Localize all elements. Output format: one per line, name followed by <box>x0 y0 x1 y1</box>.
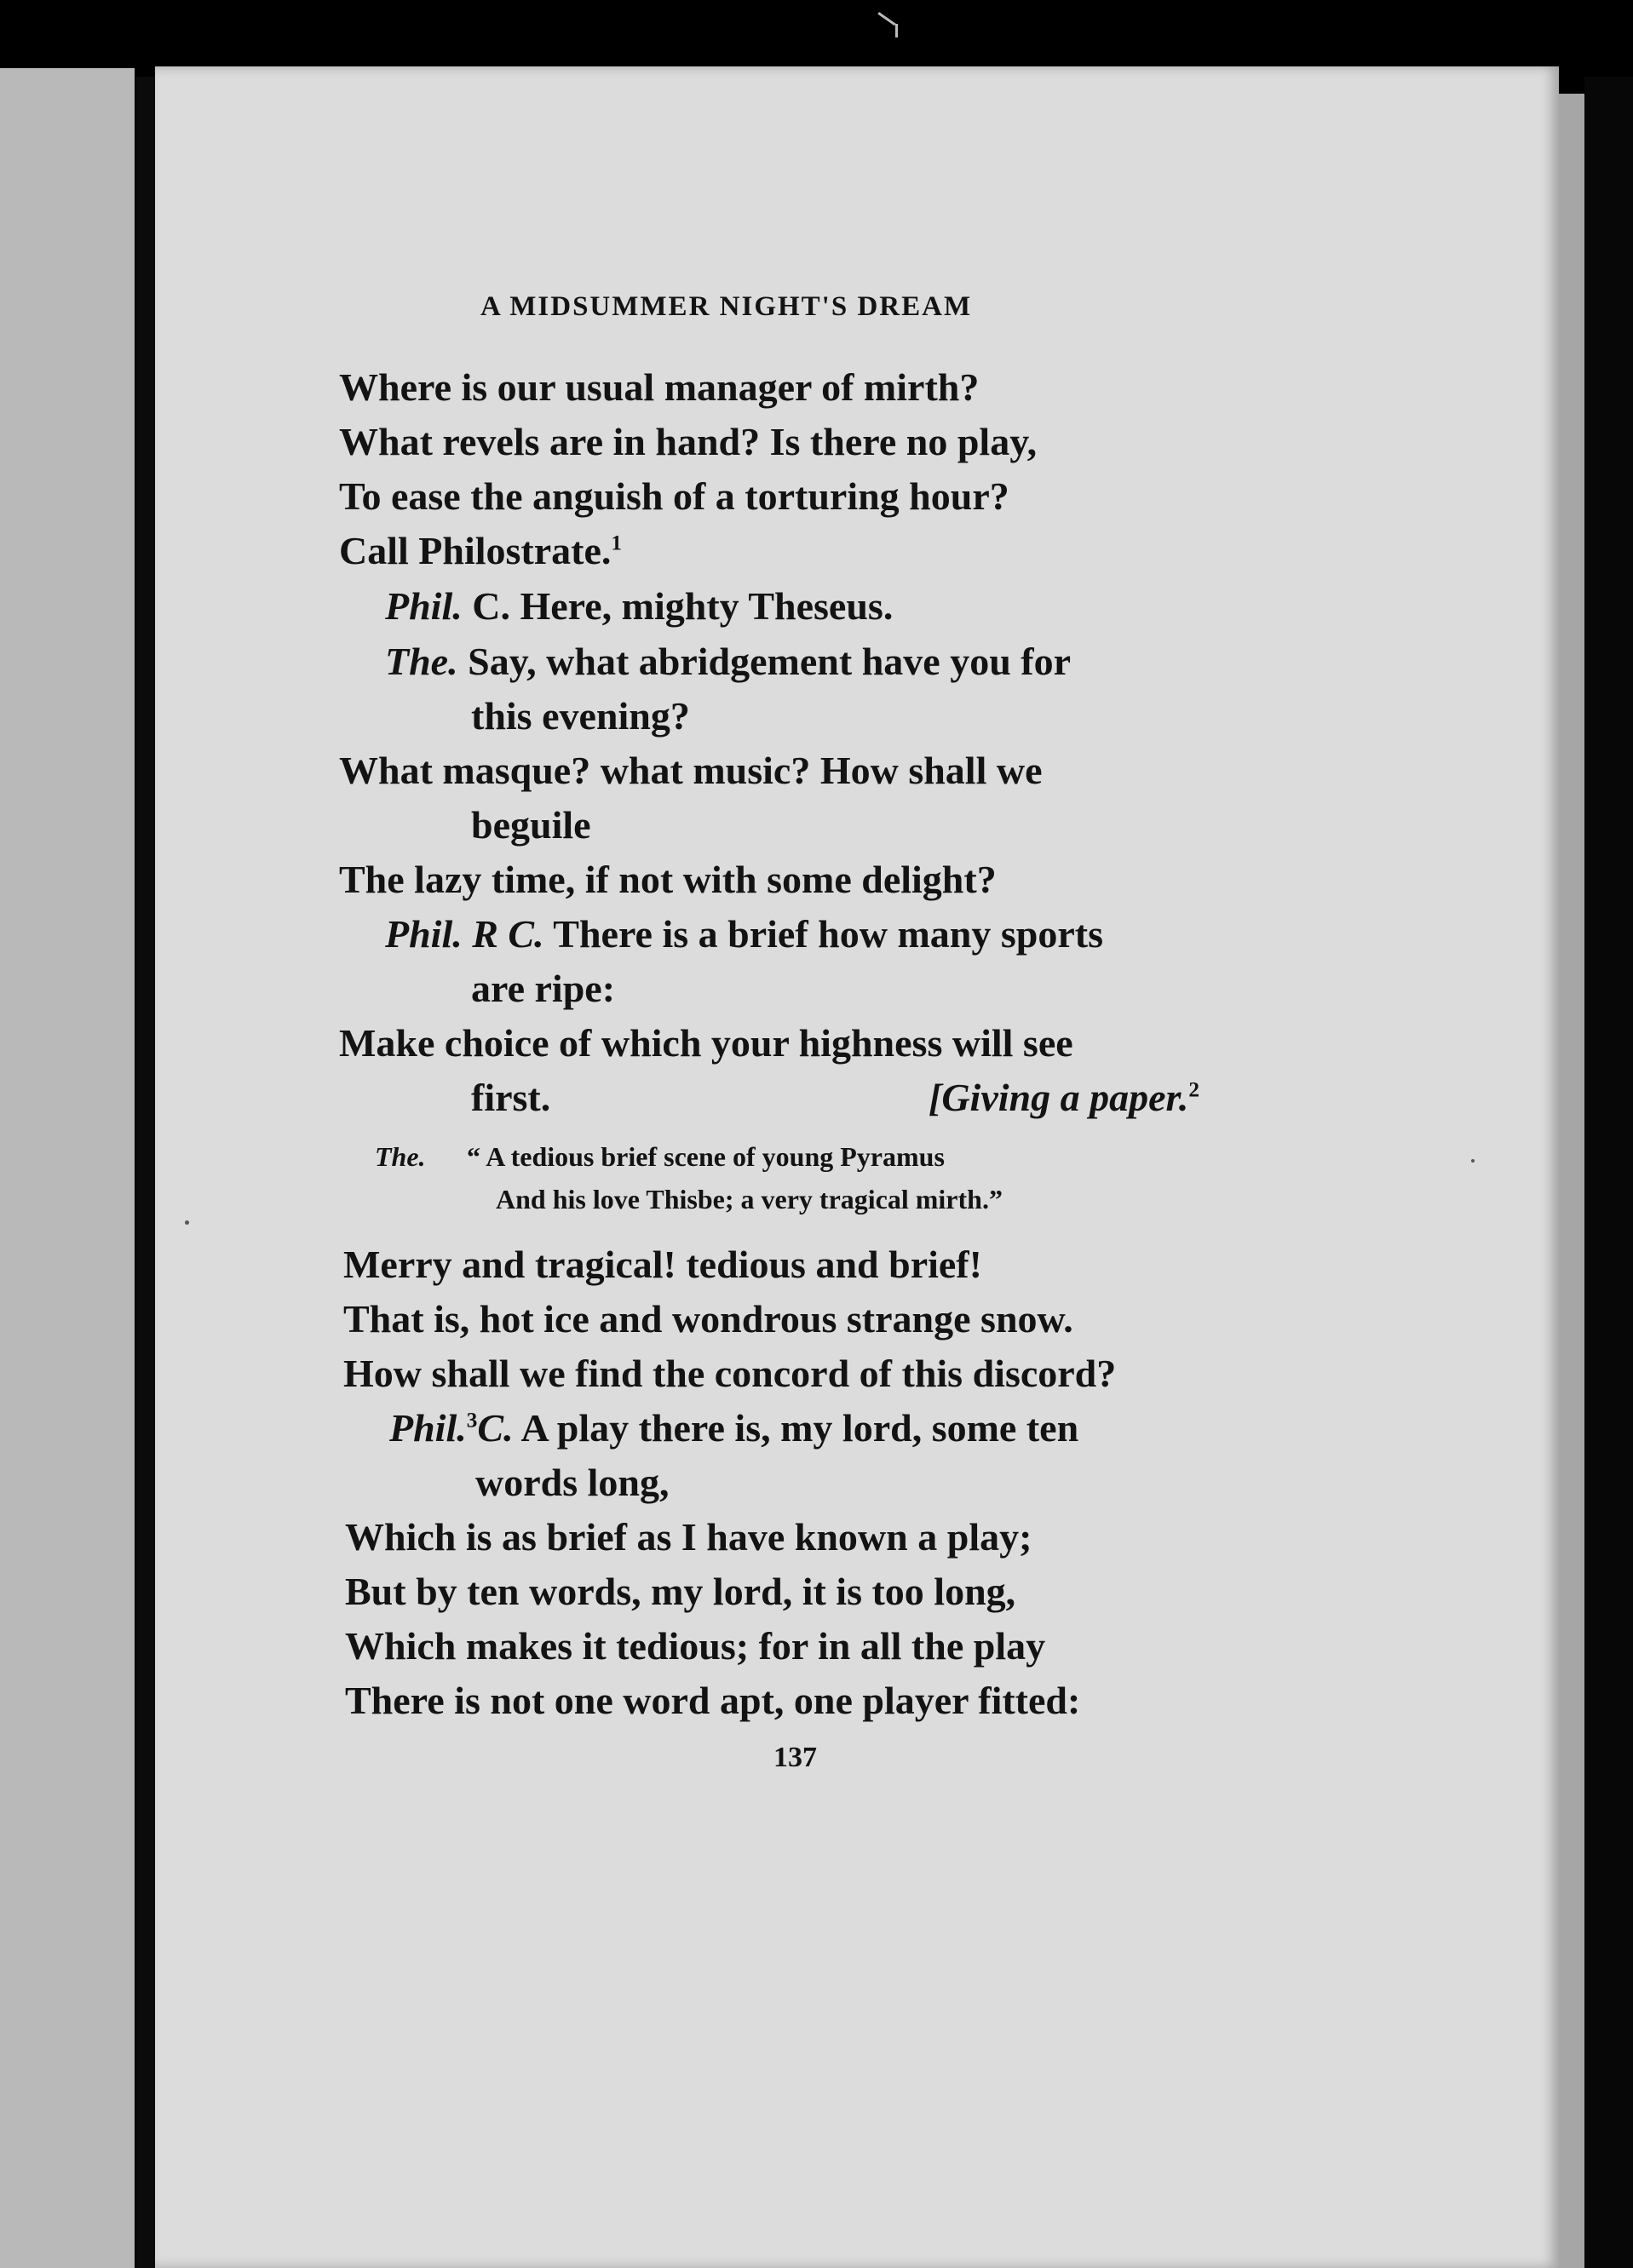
verse-line: What revels are in hand? Is there no play, <box>339 420 1038 463</box>
speaker-name: Phil. <box>389 1406 467 1450</box>
line-text: There is a brief how many sports <box>543 912 1103 956</box>
verse-line: The lazy time, if not with some delight? <box>339 858 997 901</box>
page-number: 137 <box>773 1742 817 1773</box>
line-text: A play there is, my lord, some ten <box>513 1406 1079 1450</box>
binding-shadow <box>136 77 155 2268</box>
speaker-name: The. <box>375 1141 426 1172</box>
verse-line: are ripe: <box>471 967 616 1010</box>
verse-line: this evening? <box>471 694 690 738</box>
speech-line <box>385 911 1103 956</box>
speaker-name: Phil. <box>385 584 463 628</box>
verse-line: words long, <box>475 1461 670 1504</box>
speech-line <box>385 583 893 629</box>
scan-border-right <box>1584 77 1633 2268</box>
verse-line: There is not one word apt, one player fitted: <box>345 1679 1081 1722</box>
verse-line <box>339 528 622 573</box>
speck <box>1471 1159 1475 1163</box>
verse-line: How shall we find the concord of this discord? <box>343 1352 1117 1395</box>
verse-line: Merry and tragical! tedious and brief! <box>343 1243 982 1286</box>
line-text: C. Here, mighty Theseus. <box>462 584 894 628</box>
speech-line <box>389 1405 1078 1450</box>
direction-text: [Giving a paper. <box>929 1076 1189 1119</box>
verse-line: first. <box>471 1076 551 1119</box>
verse-line: But by ten words, my lord, it is too long, <box>345 1570 1016 1613</box>
facing-page-edge <box>0 68 135 2268</box>
quoted-line: And his love Thisbe; a very tragical mirth.” <box>496 1184 1003 1214</box>
scan-mark-icon <box>879 12 901 37</box>
verse-line: Make choice of which your highness will see <box>339 1021 1073 1065</box>
quoted-line: “ A tedious brief scene of young Pyramus <box>467 1141 945 1172</box>
verse-line: Which is as brief as I have known a play; <box>345 1515 1032 1559</box>
line-text: Call Philostrate. <box>339 529 612 572</box>
line-text: Say, what abridgement have you for <box>457 640 1072 683</box>
verse-line: Which makes it tedious; for in all the play <box>345 1624 1046 1668</box>
running-header: A MIDSUMMER NIGHT'S DREAM <box>480 291 973 322</box>
quoted-speaker <box>375 1141 426 1173</box>
verse-line: That is, hot ice and wondrous strange snow. <box>343 1297 1073 1341</box>
speaker-suffix: C. <box>477 1406 514 1450</box>
verse-line: Where is our usual manager of mirth? <box>339 365 980 409</box>
speck <box>185 1220 189 1225</box>
verse-line: beguile <box>471 803 591 847</box>
verse-line: To ease the anguish of a torturing hour? <box>339 474 1009 518</box>
verse-line: What masque? what music? How shall we <box>339 749 1043 792</box>
footnote-ref: 1 <box>611 531 623 555</box>
speaker-name: The. <box>385 640 458 683</box>
speaker-name: Phil. R C. <box>385 912 544 956</box>
footnote-ref: 2 <box>1188 1077 1200 1102</box>
page-edge-right <box>1559 94 1584 2268</box>
footnote-ref: 3 <box>466 1408 478 1433</box>
speech-line <box>385 639 1071 684</box>
stage-direction <box>929 1075 1199 1120</box>
